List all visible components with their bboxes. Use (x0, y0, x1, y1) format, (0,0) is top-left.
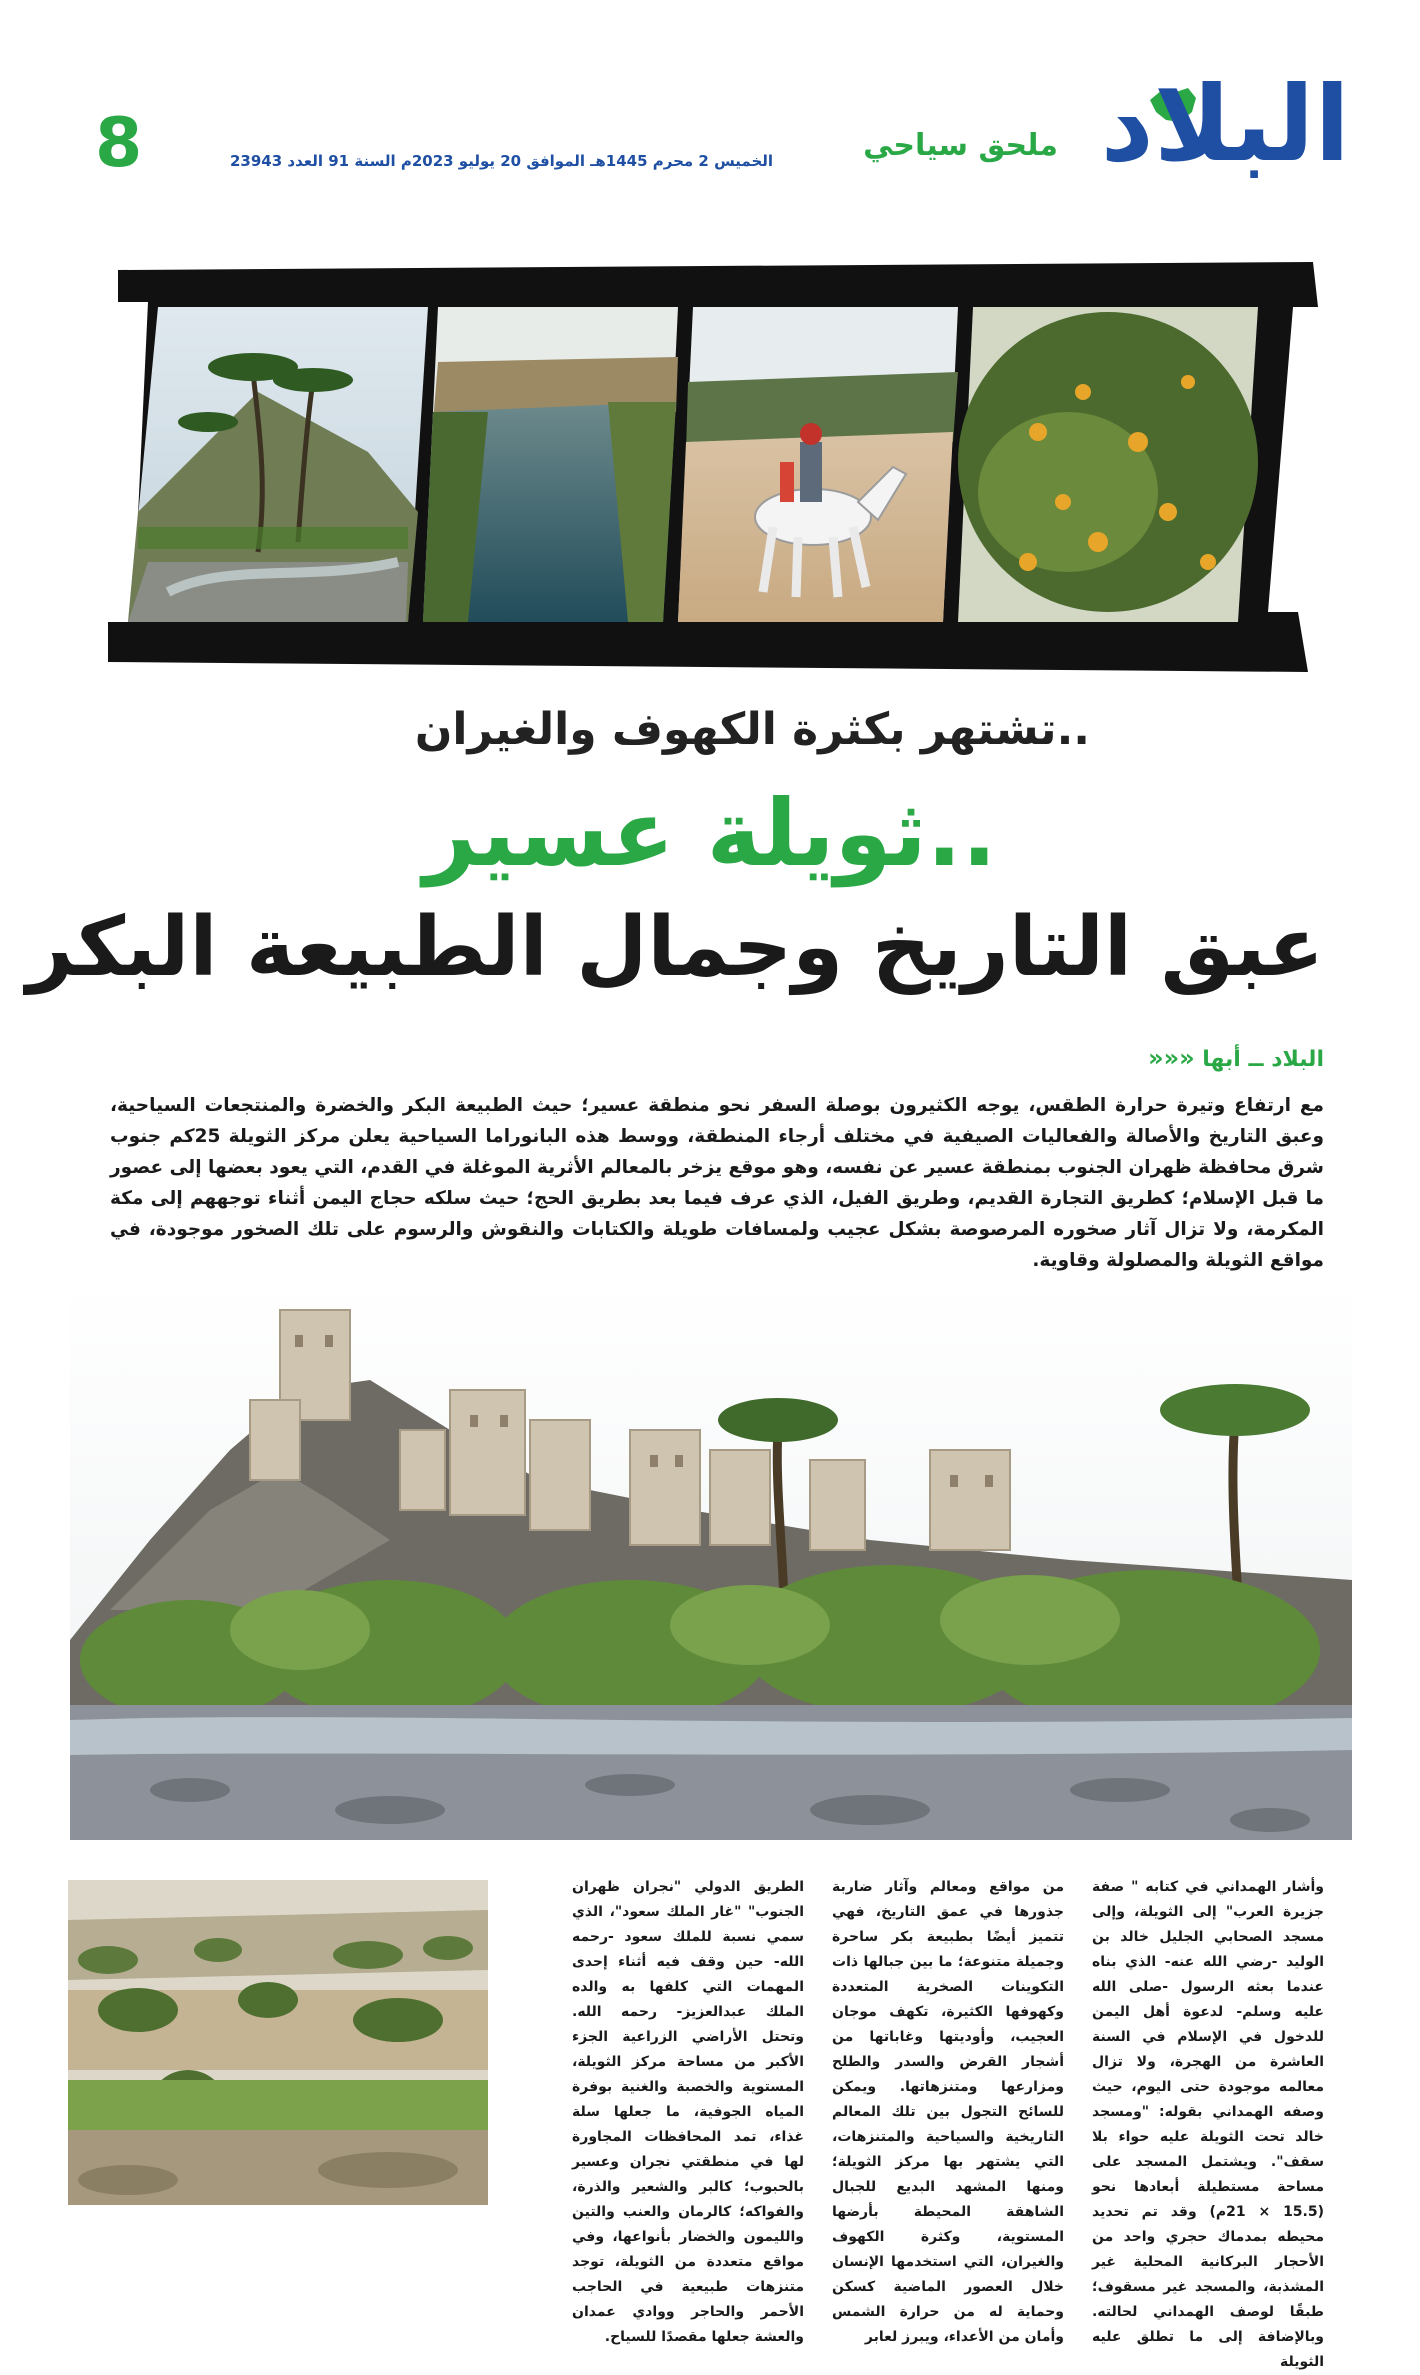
newspaper-logo (1100, 63, 1350, 208)
byline-text: البلاد ــ أبها (1202, 1047, 1324, 1072)
chevrons-icon: ««« (1148, 1044, 1195, 1072)
page-number: 8 (95, 104, 143, 183)
logo-text: البلاد (1100, 63, 1350, 185)
photo-stream-palms (128, 307, 428, 622)
photo-strip (108, 262, 1318, 672)
photo-village-hill (70, 1280, 1352, 1840)
issue-dateline: الخميس 2 محرم 1445هـ الموافق 20 يوليو 2023م السنة 91 العدد 23943 (230, 152, 774, 170)
article-intro: مع ارتفاع وتيرة حرارة الطقس، يوجه الكثيرون بوصلة السفر نحو منطقة عسير؛ حيث الطبيعة البكر والخضرة والمنتجعات السياحية، وعبق التاريخ والأصالة والفعاليات الصيفية في مختلف أرجاء المنطقة، ووسط هذه البانوراما السياحية يعلن مركز الثويلة 25كم جنوب شرق محافظة ظهران الجنوب بمنطقة عسير عن نفسه، وهو موقع يزخر بالمعالم الأثرية الموغلة في القدم، التي يعود بعضها إلى عصور ما قبل الإسلام؛ كطريق التجارة القديم، وطريق الفيل، الذي عرف فيما بعد بطريق الحج؛ حيث سلكه حجاج اليمن أثناء توجههم إلى مكة المكرمة، ولا تزال آثار صخوره المرصوصة بشكل عجيب ولمسافات طويلة والكتابات والنقوش والرسوم على تلك الصخور موجودة، في مواقع الثويلة والمصلولة وقاوية. (110, 1095, 1325, 1271)
article-byline (1138, 1044, 1324, 1072)
article-column-2: من مواقع ومعالم وآثار ضاربة جذورها في عمق التاريخ، فهي تتميز أيضًا بطبيعة بكر ساحرة وجميلة متنوعة؛ ما بين جبالها ذات التكوينات الصخرية المتعددة وكهوفها الكثيرة، تكهف موجان العجيب، وأوديتها وغاباتها من أشجار القرض والسدر والطلح ومزارعها ومتنزهاتها. ويمكن للسائح التجول بين تلك المعالم التاريخية والسياحية والمتنزهات، التي يشتهر بها مركز الثويلة؛ ومنها المشهد البديع للجبال الشاهقة المحيطة بأرضها المستوية، وكثرة الكهوف والغيران، التي استخدمها الإنسان خلال العصور الماضية كسكن وحماية له من حرارة الشمس وأمان من الأعداء، ويبرز لعابر (832, 1879, 1064, 2345)
supplement-label: ملحق سياحي (863, 128, 1058, 163)
photo-horse-rider (678, 307, 958, 622)
article-subtitle: عبق التاريخ وجمال الطبيعة البكر (26, 900, 1324, 995)
article-title: ثويلة عسير.. (423, 780, 997, 887)
article-column-1: وأشار الهمداني في كتابه " صفة جزيرة العرب" إلى الثويلة، وإلى مسجد الصحابي الجليل خالد بن الوليد -رضي الله عنه- الذي بناه عندما بعثه الرسول -صلى الله عليه وسلم- لدعوة أهل اليمن للدخول في الإسلام في السنة العاشرة من الهجرة، ولا تزال معالمه موجودة حتى اليوم، حيث وصفه الهمداني بقوله: "ومسجد خالد تحت الثويلة عليه حواء بلا سقف". ويشتمل المسجد على مساحة مستطيلة أبعادها نحو (15.5 × 21م) وقد تم تحديد محيطه بمدماك حجري واحد من الأحجار البركانية المحلية غير المشذبة، والمسجد غير مسقوف؛ طبقًا لوصف الهمداني لحالته. وبالإضافة إلى ما تطلق عليه الثويلة (1092, 1879, 1325, 2370)
article-column-3: الطريق الدولي "نجران ظهران الجنوب" "غار الملك سعود"، الذي سمي نسبة للملك سعود -رحمه الله- حين وقف فيه أثناء إحدى المهمات التي كلفها به والده الملك عبدالعزيز- رحمه الله. وتحتل الأراضي الزراعية الجزء الأكبر من مساحة مركز الثويلة، المستوية والخصبة والغنية بوفرة المياه الجوفية، ما جعلها سلة غذاء، تمد المحافظات المجاورة لها في منطقتي نجران وعسير بالحبوب؛ كالبر والشعير والذرة، والفواكه؛ كالرمان والعنب والتين والليمون والخضار بأنواعها، وفي مواقع متعددة من الثويلة، توجد متنزهات طبيعية في الحاجب الأحمر والحاجر ووادي عمدان والعشة جعلها مقصدًا للسياح. (572, 1879, 804, 2345)
article-kicker: تشتهر بكثرة الكهوف والغيران.. (414, 704, 1090, 755)
photo-farmland (68, 1880, 488, 2205)
photo-river (423, 307, 678, 622)
photo-lemon-tree (958, 307, 1258, 622)
